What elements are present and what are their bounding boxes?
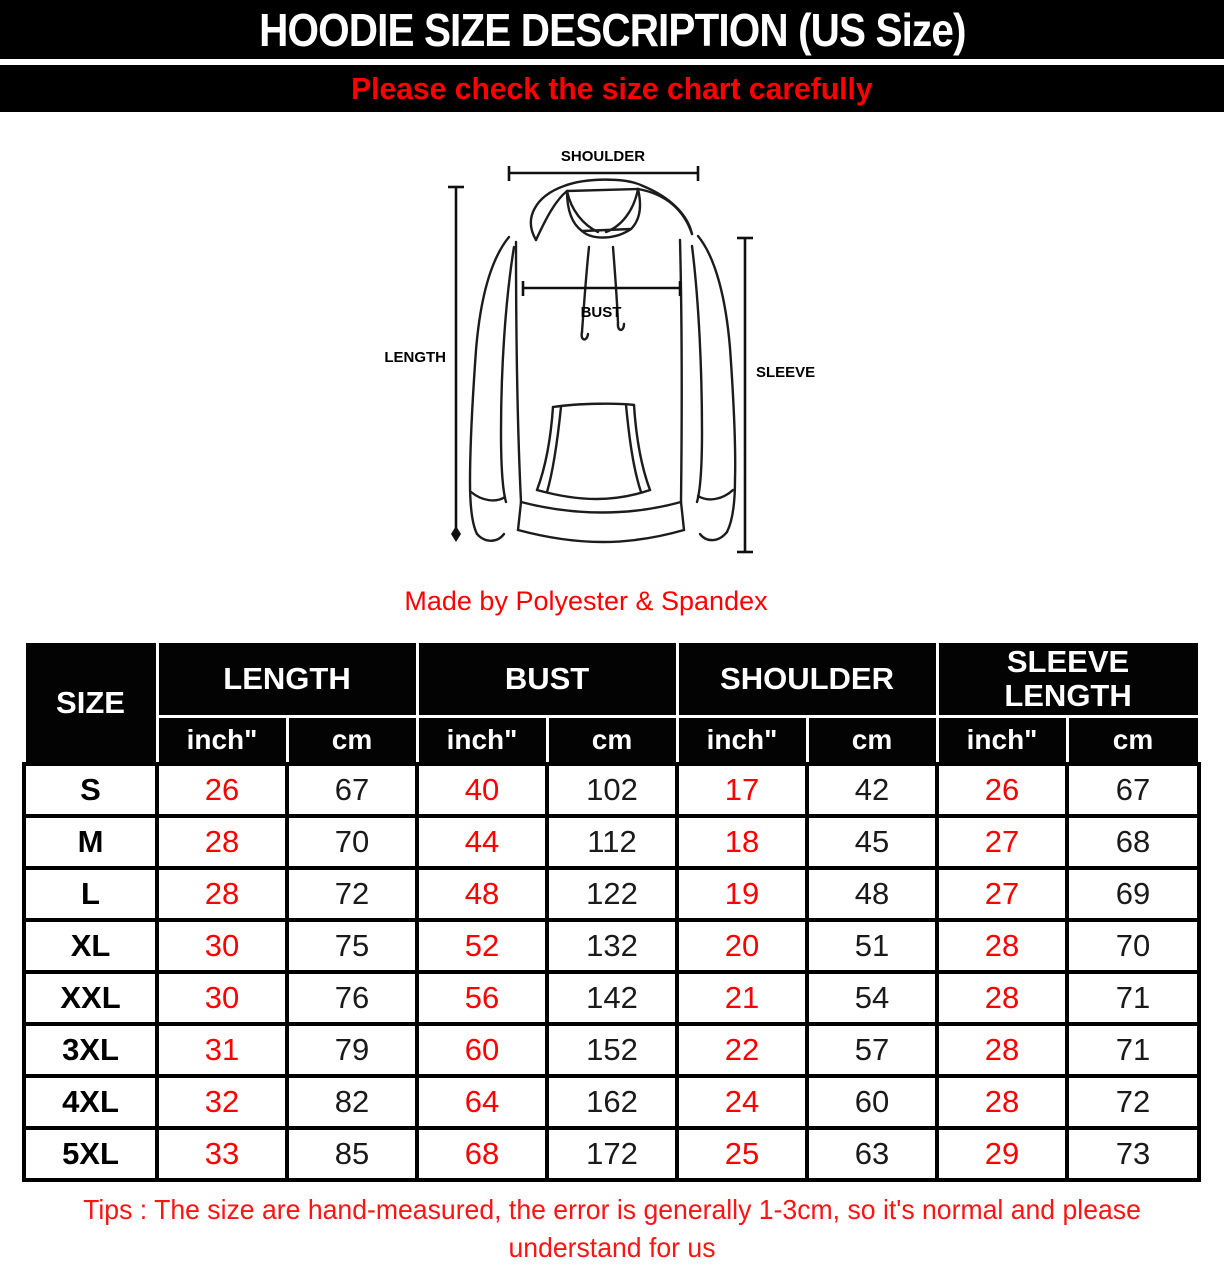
shoulder-inch-cell: 24 <box>677 1076 807 1128</box>
shoulder-inch-cell: 19 <box>677 868 807 920</box>
bust-inch-cell: 40 <box>417 764 547 816</box>
unit-header-cm: cm <box>1067 717 1199 765</box>
size-cell: 4XL <box>24 1076 157 1128</box>
subtitle-banner <box>0 65 1224 112</box>
size-cell: M <box>24 816 157 868</box>
size-row-xxl <box>24 972 1199 1024</box>
col-header-size: SIZE <box>24 642 157 765</box>
sleeve-cm-cell: 71 <box>1067 1024 1199 1076</box>
table-group-header-row <box>24 642 1199 717</box>
length-inch-cell: 30 <box>157 920 287 972</box>
size-cell: XXL <box>24 972 157 1024</box>
unit-header-inch: inch" <box>157 717 287 765</box>
size-row-xl <box>24 920 1199 972</box>
bust-inch-cell: 48 <box>417 868 547 920</box>
unit-header-inch: inch" <box>677 717 807 765</box>
tips-line-1: Tips : The size are hand-measured, the error is generally 1-3cm, so it's normal and please <box>83 1194 1141 1225</box>
sleeve-cm-cell: 69 <box>1067 868 1199 920</box>
bust-cm-cell: 102 <box>547 764 677 816</box>
col-header-length: LENGTH <box>157 642 417 717</box>
material-caption: Made by Polyester & Spandex <box>404 586 768 616</box>
shoulder-cm-cell: 54 <box>807 972 937 1024</box>
length-inch-cell: 30 <box>157 972 287 1024</box>
col-header-sleeve-length-text: SLEEVE LENGTH <box>1004 644 1132 713</box>
length-label: LENGTH <box>384 349 446 366</box>
size-row-4xl <box>24 1076 1199 1128</box>
sleeve-inch-cell: 28 <box>937 1024 1067 1076</box>
sleeve-inch-cell: 29 <box>937 1128 1067 1180</box>
title-banner <box>0 0 1224 59</box>
shoulder-cm-cell: 42 <box>807 764 937 816</box>
size-row-l <box>24 868 1199 920</box>
sleeve-inch-cell: 27 <box>937 868 1067 920</box>
bust-cm-cell: 142 <box>547 972 677 1024</box>
shoulder-cm-cell: 45 <box>807 816 937 868</box>
bust-inch-cell: 68 <box>417 1128 547 1180</box>
sleeve-inch-cell: 28 <box>937 920 1067 972</box>
unit-header-cm: cm <box>287 717 417 765</box>
bust-inch-cell: 44 <box>417 816 547 868</box>
bust-inch-cell: 60 <box>417 1024 547 1076</box>
length-inch-cell: 31 <box>157 1024 287 1076</box>
length-inch-cell: 28 <box>157 868 287 920</box>
table-unit-header-row <box>24 717 1199 765</box>
sleeve-cm-cell: 68 <box>1067 816 1199 868</box>
hoodie-outline <box>470 180 735 542</box>
col-header-bust: BUST <box>417 642 677 717</box>
shoulder-inch-cell: 18 <box>677 816 807 868</box>
length-inch-cell: 26 <box>157 764 287 816</box>
shoulder-inch-cell: 25 <box>677 1128 807 1180</box>
shoulder-cm-cell: 51 <box>807 920 937 972</box>
shoulder-inch-cell: 17 <box>677 764 807 816</box>
hoodie-line-art <box>340 140 860 640</box>
bust-cm-cell: 162 <box>547 1076 677 1128</box>
sleeve-inch-cell: 26 <box>937 764 1067 816</box>
shoulder-cm-cell: 60 <box>807 1076 937 1128</box>
shoulder-inch-cell: 21 <box>677 972 807 1024</box>
shoulder-label: SHOULDER <box>560 148 646 165</box>
tips-line-2: understand for us <box>508 1232 716 1263</box>
size-row-3xl <box>24 1024 1199 1076</box>
size-row-m <box>24 816 1199 868</box>
length-cm-cell: 70 <box>287 816 417 868</box>
size-cell: 3XL <box>24 1024 157 1076</box>
length-inch-cell: 28 <box>157 816 287 868</box>
shoulder-cm-cell: 57 <box>807 1024 937 1076</box>
length-cm-cell: 82 <box>287 1076 417 1128</box>
sleeve-cm-cell: 73 <box>1067 1128 1199 1180</box>
bust-label: BUST <box>580 304 622 321</box>
unit-header-inch: inch" <box>417 717 547 765</box>
sleeve-label: SLEEVE <box>756 364 816 381</box>
unit-header-inch: inch" <box>937 717 1067 765</box>
length-cm-cell: 85 <box>287 1128 417 1180</box>
bust-measure-line <box>523 281 680 296</box>
size-row-5xl <box>24 1128 1199 1180</box>
sleeve-measure-line <box>737 238 753 552</box>
page-subtitle: Please check the size chart carefully <box>351 70 873 106</box>
unit-header-cm: cm <box>807 717 937 765</box>
sleeve-inch-cell: 27 <box>937 816 1067 868</box>
bust-inch-cell: 56 <box>417 972 547 1024</box>
sleeve-cm-cell: 71 <box>1067 972 1199 1024</box>
length-inch-cell: 33 <box>157 1128 287 1180</box>
sleeve-inch-cell: 28 <box>937 972 1067 1024</box>
shoulder-cm-cell: 63 <box>807 1128 937 1180</box>
size-cell: S <box>24 764 157 816</box>
length-cm-cell: 79 <box>287 1024 417 1076</box>
length-cm-cell: 72 <box>287 868 417 920</box>
length-measure-line <box>448 187 464 542</box>
sleeve-cm-cell: 72 <box>1067 1076 1199 1128</box>
size-cell: 5XL <box>24 1128 157 1180</box>
col-header-sleeve-length <box>937 642 1199 717</box>
shoulder-inch-cell: 22 <box>677 1024 807 1076</box>
length-inch-cell: 32 <box>157 1076 287 1128</box>
sleeve-inch-cell: 28 <box>937 1076 1067 1128</box>
tips-note <box>31 1191 1194 1267</box>
sleeve-cm-cell: 70 <box>1067 920 1199 972</box>
bust-cm-cell: 132 <box>547 920 677 972</box>
bust-inch-cell: 64 <box>417 1076 547 1128</box>
bust-cm-cell: 122 <box>547 868 677 920</box>
col-header-shoulder: SHOULDER <box>677 642 937 717</box>
length-cm-cell: 75 <box>287 920 417 972</box>
size-cell: XL <box>24 920 157 972</box>
size-row-s <box>24 764 1199 816</box>
bust-cm-cell: 112 <box>547 816 677 868</box>
size-cell: L <box>24 868 157 920</box>
page-title: HOODIE SIZE DESCRIPTION (US Size) <box>258 3 966 56</box>
bust-cm-cell: 152 <box>547 1024 677 1076</box>
bust-cm-cell: 172 <box>547 1128 677 1180</box>
length-cm-cell: 67 <box>287 764 417 816</box>
size-table <box>22 640 1201 1182</box>
hoodie-measurement-diagram <box>0 112 1224 640</box>
unit-header-cm: cm <box>547 717 677 765</box>
shoulder-cm-cell: 48 <box>807 868 937 920</box>
bust-inch-cell: 52 <box>417 920 547 972</box>
sleeve-cm-cell: 67 <box>1067 764 1199 816</box>
shoulder-inch-cell: 20 <box>677 920 807 972</box>
length-cm-cell: 76 <box>287 972 417 1024</box>
